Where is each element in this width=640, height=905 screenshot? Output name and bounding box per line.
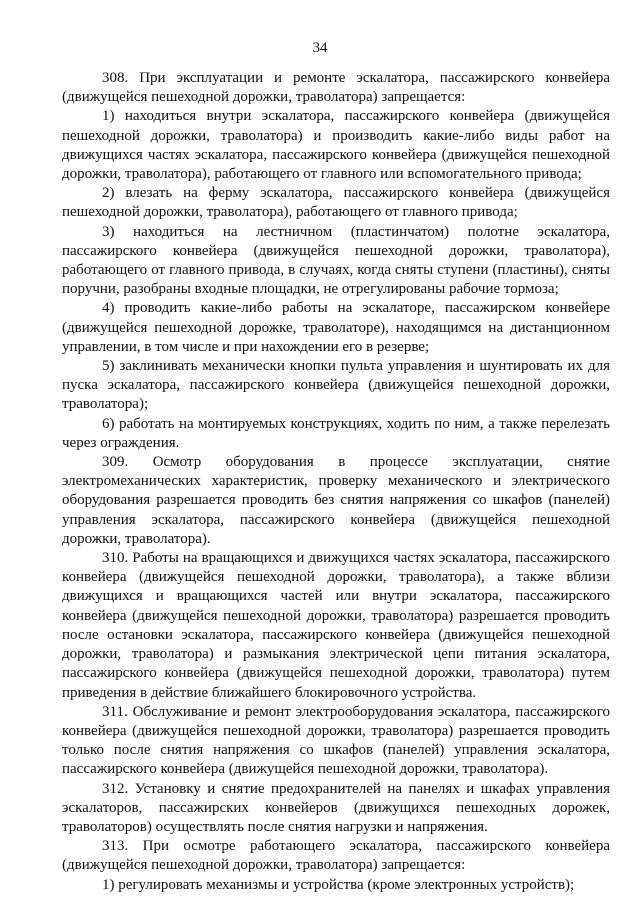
paragraph-308-item-5: 5) заклинивать механически кнопки пульта управления и шунтировать их для пуска эскалатора, пассажирского конвейера (движущейся пешеходной дорожки, траволатора); bbox=[62, 358, 610, 413]
paragraph-308-item-2: 2) влезать на ферму эскалатора, пассажирского конвейера (движущейся пешеходной дорожки, траволатора), работающего от главного привода; bbox=[62, 185, 610, 221]
paragraph-308: 308. При эксплуатации и ремонте эскалатора, пассажирского конвейера (движущейся пешеходной дорожки, траволатора) запрещается: bbox=[62, 70, 610, 106]
document-body bbox=[62, 69, 610, 895]
paragraph-308-item-6: 6) работать на монтируемых конструкциях, ходить по ним, а также перелезать через ограждения. bbox=[62, 415, 610, 451]
paragraph-308-item-4: 4) проводить какие-либо работы на эскалаторе, пассажирском конвейере (движущейся пешеходной дорожке, траволаторе), находящимся на дистанционном управлении, в том числе и при нахождении его в резерве; bbox=[62, 300, 610, 355]
paragraph-309: 309. Осмотр оборудования в процессе эксплуатации, снятие электромеханических характеристик, проверку механического и электрического оборудования разрешается проводить без снятия напряжения со шкафов (панелей) управления эскалатора, пассажирского конвейера (движущейся пешеходной дорожки, траволатора). bbox=[62, 454, 610, 547]
page-number: 34 bbox=[312, 40, 328, 56]
paragraph-308-item-3: 3) находиться на лестничном (пластинчатом) полотне эскалатора, пассажирского конвейера (движущейся пешеходной дорожки, траволатора), работающего от главного привода, в случаях, когда сняты ступени (пластины), сняты поручни, разобраны входные площадки, не отрегулированы рабочие тормоза; bbox=[62, 223, 610, 298]
paragraph-313-item-1: 1) регулировать механизмы и устройства (кроме электронных устройств); bbox=[102, 876, 575, 893]
paragraph-310: 310. Работы на вращающихся и движущихся частях эскалатора, пассажирского конвейера (движущейся пешеходной дорожки, траволатора), а также вблизи движущихся и вращающихся частей или внутри эскалатора, пассажирского конвейера (движущейся пешеходной дорожки, траволатора) разрешается проводить после остановки эскалатора, пассажирского конвейера (движущейся пешеходной дорожки, траволатора) и размыкания электрической цепи питания эскалатора, пассажирского конвейера (движущейся пешеходной дорожки, траволатора) путем приведения в действие ближайшего блокировочного устройства. bbox=[62, 550, 610, 701]
paragraph-311: 311. Обслуживание и ремонт электрооборудования эскалатора, пассажирского конвейера (движущейся пешеходной дорожки, траволатора) разрешается проводить только после снятия напряжения со шкафов (панелей) управления эскалатора, пассажирского конвейера (движущейся пешеходной дорожки, траволатора). bbox=[62, 703, 610, 778]
paragraph-308-item-1: 1) находиться внутри эскалатора, пассажирского конвейера (движущейся пешеходной дорожки, траволатора) и производить какие-либо виды работ на движущихся частях эскалатора, пассажирского конвейера (движущейся пешеходной дорожки, траволатора), работающего от главного или вспомогательного привода; bbox=[62, 108, 610, 183]
paragraph-312: 312. Установку и снятие предохранителей на панелях и шкафах управления эскалаторов, пассажирских конвейеров (движущихся пешеходных дорожек, траволаторов) осуществлять после снятия нагрузки и напряжения. bbox=[62, 780, 610, 835]
paragraph-313: 313. При осмотре работающего эскалатора, пассажирского конвейера (движущейся пешеходной дорожки, траволатора) запрещается: bbox=[62, 838, 610, 874]
